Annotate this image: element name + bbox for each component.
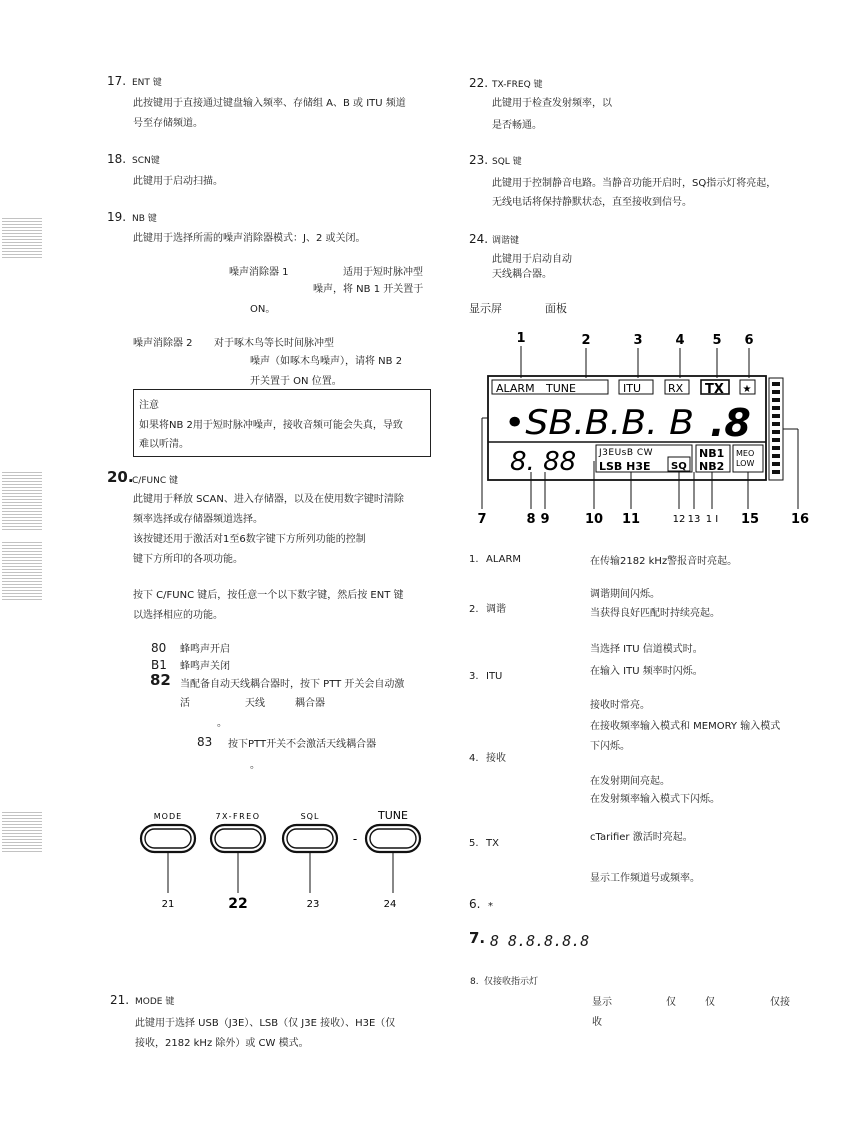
scan-artifact (2, 540, 42, 600)
body-text: ON。 (250, 304, 276, 315)
code-number: 80 (151, 641, 167, 655)
legend-number: 3. (469, 671, 479, 682)
callout-number: 8 (526, 512, 536, 527)
section-number: 22. (469, 76, 489, 90)
callout-number: 1 (516, 331, 526, 346)
lcd-rx: RX (668, 382, 684, 395)
key-number: 22 (228, 896, 248, 912)
legend-desc: 在接收频率输入模式和 MEMORY 输入模式 (590, 721, 781, 732)
section-number: 19. (107, 210, 127, 224)
callout-number: 4 (675, 333, 685, 348)
key-illustration (125, 805, 435, 915)
tune-key-label: TUNE (378, 809, 408, 822)
legend-number: 5. (469, 838, 479, 849)
callout-number: 3 (633, 333, 643, 348)
bargraph-segment (772, 470, 780, 474)
legend-number: 7. (469, 929, 486, 947)
tune-key-inner (370, 829, 416, 848)
bargraph-segment (772, 454, 780, 458)
callout-number: 10 (584, 512, 604, 527)
key-number: 23 (306, 899, 320, 910)
bargraph-segment (772, 438, 780, 442)
body-text: 噪声，将 NB 1 开关置于 (313, 284, 424, 295)
sql-key-inner (287, 829, 333, 848)
legend-name: * (488, 901, 493, 912)
callout-number: 9 (540, 512, 550, 527)
body-text: 噪声（如啄木鸟噪声），请将 NB 2 (250, 356, 403, 367)
legend-number: 2. (469, 604, 479, 615)
txfreq-key-inner (215, 829, 261, 848)
lcd-itu: ITU (623, 382, 642, 395)
nb1-label: 噪声消除器 1 (229, 267, 289, 278)
section-number: 17. (107, 74, 127, 88)
legend-desc: 显示工作频道号或频率。 (590, 873, 700, 884)
section-number: 21. (110, 993, 130, 1007)
code-desc: 。 (250, 760, 260, 771)
note-text: 难以听清。 (139, 439, 189, 450)
body-text: 无线电话将保持静默状态，直至接收到信号。 (492, 197, 692, 208)
lcd-star-icon: ★ (742, 384, 752, 395)
legend-name: 调谐 (486, 604, 506, 615)
body-text: 号至存储频道。 (133, 118, 203, 129)
section-title: TX-FREQ 键 (492, 80, 543, 90)
scan-artifact (2, 470, 42, 530)
section-title: SQL 键 (492, 157, 522, 167)
code-number: 82 (150, 671, 171, 689)
section-title: NB 键 (132, 214, 157, 224)
key-number: 21 (161, 899, 175, 910)
scan-artifact (2, 218, 42, 258)
body-text: 此键用于释放 SCAN、进入存储器，以及在使用数字键时清除 (133, 494, 404, 505)
lcd-tx: TX (705, 382, 724, 397)
bargraph-segment (772, 462, 780, 466)
lcd-low: LOW (736, 459, 755, 468)
body-text: 此键用于控制静音电路。当静音功能开启时，SQ指示灯将亮起， (492, 178, 777, 189)
lcd-meo: MEO (736, 449, 755, 458)
legend-number: 6. (469, 897, 481, 911)
bargraph-segment (772, 398, 780, 402)
sql-key-label: SQL (300, 812, 320, 821)
lcd-channel-digits: 8. 88 (510, 447, 577, 477)
legend-desc: 显示 (592, 997, 612, 1008)
body-text: 此键用于启动扫描。 (133, 176, 223, 187)
legend-desc: 仅 (705, 997, 715, 1008)
lcd-nb2: NB2 (699, 460, 725, 473)
section-title: SCN键 (132, 156, 160, 166)
legend-desc: 收 (592, 1017, 602, 1028)
key-dash: - (352, 832, 358, 846)
legend-desc: 下闪烁。 (590, 741, 630, 752)
code-desc: 蜂鸣声开启 (180, 644, 230, 655)
txfreq-key-label: 7X-FREO (215, 812, 261, 821)
code-desc: 活 (180, 698, 190, 709)
callout-number: 11 (621, 512, 641, 527)
mode-key-inner (145, 829, 191, 848)
legend-name: 仅接收指示灯 (484, 977, 539, 987)
panel-heading: 面板 (545, 302, 567, 315)
bargraph-segment (772, 390, 780, 394)
body-text: 接收，2182 kHz 除外）或 CW 模式。 (135, 1038, 309, 1049)
code-desc: 蜂鸣声关闭 (180, 661, 230, 672)
lcd-mode-bottom: LSB H3E (599, 460, 651, 473)
body-text: 该按键还用于激活对1至6数字键下方所列功能的控制 (133, 534, 366, 545)
section-title: MODE 键 (135, 997, 175, 1007)
lcd-alarm: ALARM (496, 382, 535, 395)
code-number: 83 (197, 735, 213, 749)
legend-desc: cTarifier 激活时亮起。 (590, 832, 693, 843)
legend-desc: 仅接 (770, 997, 790, 1008)
body-text: 开关置于 ON 位置。 (250, 376, 342, 387)
callout-number: 12 (672, 514, 686, 525)
callout-number: 15 (740, 512, 760, 527)
legend-desc: 当选择 ITU 信道模式时。 (590, 644, 703, 655)
code-desc: 当配备自动天线耦合器时，按下 PTT 开关会自动激 (180, 679, 405, 690)
mode-key-label: MODE (153, 812, 183, 821)
legend-number: 1. (469, 554, 479, 565)
bargraph-segment (772, 430, 780, 434)
code-desc: 。 (217, 718, 227, 729)
legend-name: ITU (486, 671, 503, 682)
code-desc: 耦合器 (295, 698, 325, 709)
body-text: 此键用于启动自动 (492, 254, 572, 265)
section-number: 18. (107, 152, 127, 166)
legend-number: 8. (470, 977, 479, 987)
bargraph-segment (772, 446, 780, 450)
body-text: 此键用于选择 USB（J3E）、LSB（仅 J3E 接收）、H3E（仅 (135, 1018, 396, 1029)
lcd-tune: TUNE (546, 382, 576, 395)
section-number: 23. (469, 153, 489, 167)
display-heading: 显示屏 (469, 302, 502, 315)
section-title: C/FUNC 键 (132, 476, 178, 486)
scan-artifact (2, 812, 42, 852)
legend-desc: 在传输2182 kHz警报音时亮起。 (590, 556, 738, 567)
bargraph-segment (772, 382, 780, 386)
callout-number: 5 (712, 333, 722, 348)
lcd-main-frequency: •SB.B.B. B (504, 403, 694, 443)
lcd-mode-top: J3EUsB CW (599, 448, 654, 458)
legend-desc: 在发射频率输入模式下闪烁。 (590, 794, 720, 805)
body-text: 频率选择或存储器频道选择。 (133, 514, 263, 525)
bargraph-segment (772, 406, 780, 410)
body-text: 键下方所印的各项功能。 (133, 554, 243, 565)
body-text: 适用于短时脉冲型 (343, 267, 423, 278)
section-number: 24. (469, 232, 489, 246)
body-text: 对于啄木鸟等长时间脉冲型 (214, 338, 334, 349)
section-number: 20. (107, 468, 134, 486)
callout-number: 16 (790, 512, 810, 527)
lcd-nb1: NB1 (699, 447, 725, 460)
note-title: 注意 (139, 400, 159, 411)
legend-desc: 接收时常亮。 (590, 700, 650, 711)
nb2-label: 噪声消除器 2 (133, 338, 193, 349)
callout-number: 6 (744, 333, 754, 348)
section-title: 调谐键 (492, 236, 520, 246)
legend-desc: 在输入 ITU 频率时闪烁。 (590, 666, 703, 677)
legend-name: ALARM (486, 554, 522, 565)
legend-name: 接收 (486, 753, 506, 764)
lcd-main-right-digit: .8 (710, 401, 751, 445)
body-text: 此按键用于直接通过键盘输入频率、存储组 A、B 或 ITU 频道 (133, 98, 406, 109)
body-text: 按下 C/FUNC 键后，按任意一个以下数字键，然后按 ENT 键 (133, 590, 404, 601)
body-text: 以选择相应的功能。 (133, 610, 223, 621)
legend-desc: 当获得良好匹配时持续亮起。 (590, 608, 720, 619)
body-text: 此键用于选择所需的噪声消除器模式：J、2 或关闭。 (133, 233, 366, 244)
callout-number: 2 (581, 333, 591, 348)
note-text: 如果将NB 2用于短时脉冲噪声，接收音频可能会失真，导致 (139, 420, 403, 431)
callout-number: 7 (477, 512, 487, 527)
legend-desc: 调谐期间闪烁。 (590, 589, 660, 600)
callout-number: 13 (687, 514, 701, 525)
body-text: 此键用于检查发射频率，以 (492, 98, 612, 109)
lcd-diagram (468, 326, 813, 531)
code-desc: 按下PTT开关不会激活天线耦合器 (228, 739, 377, 750)
callout-number: 1 I (705, 514, 719, 525)
legend-name: TX (486, 838, 499, 849)
code-desc: 天线 (245, 698, 265, 709)
bargraph-segment (772, 422, 780, 426)
note-box (133, 389, 431, 457)
legend-number: 4. (469, 753, 479, 764)
bargraph-segment (772, 414, 780, 418)
legend-desc: 仅 (666, 997, 676, 1008)
code-number: B1 (151, 658, 167, 672)
lcd-sq: SQ (671, 461, 687, 472)
body-text: 是否畅通。 (492, 120, 542, 131)
section-title: ENT 键 (132, 78, 162, 88)
legend-name: 8 8.8.8.8.8 (490, 932, 590, 950)
key-number: 24 (383, 899, 397, 910)
body-text: 天线耦合器。 (492, 269, 552, 280)
legend-desc: 在发射期间亮起。 (590, 776, 670, 787)
